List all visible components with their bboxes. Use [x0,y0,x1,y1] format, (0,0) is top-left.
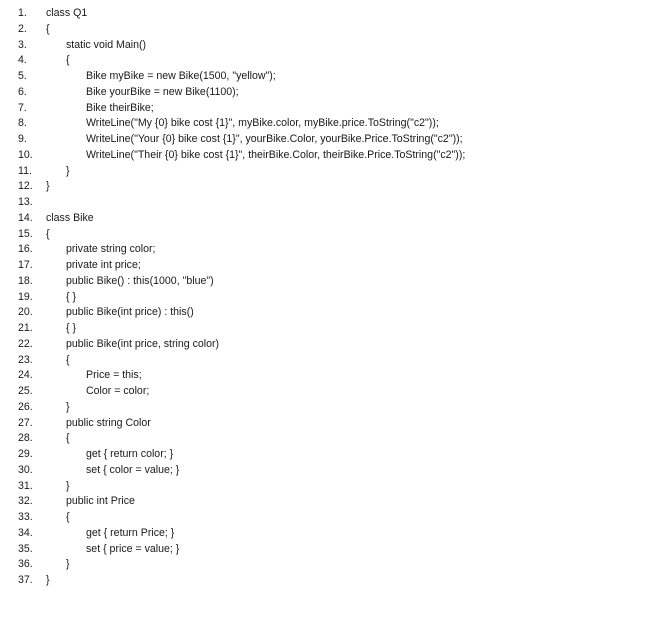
line-number: 9. [18,133,27,145]
code-line [18,116,638,132]
line-number: 26. [18,400,33,413]
code-line [18,258,638,274]
code-text: private string color; [66,243,156,256]
code-text: Bike yourBike = new Bike(1100); [86,85,239,98]
line-number: 2. [18,22,27,35]
code-line [18,431,638,447]
line-number: 17. [18,259,33,271]
line-number: 25. [18,385,33,397]
code-text: Price = this; [86,369,142,382]
code-text: } [66,558,70,571]
code-line [18,542,638,558]
line-number: 24. [18,369,33,382]
code-line [18,337,638,353]
line-number: 35. [18,542,33,555]
code-text: { [46,22,50,35]
code-line [18,447,638,463]
line-number: 12. [18,180,33,193]
code-text: Bike theirBike; [86,101,154,114]
code-line [18,179,638,195]
line-number: 3. [18,38,27,51]
code-text: get { return color; } [86,448,174,460]
code-text: WriteLine("Their {0} bike cost {1}", theirBike.Color, theirBike.Price.ToString("c2")); [86,148,466,161]
code-line [18,290,638,306]
code-text: public int Price [66,495,135,508]
line-number: 33. [18,511,33,523]
code-line [18,69,638,85]
code-line [18,164,638,180]
code-text: WriteLine("Your {0} bike cost {1}", yourBike.Color, yourBike.Price.ToString("c2")); [86,133,463,145]
code-listing [18,6,638,589]
code-line [18,101,638,117]
code-line [18,526,638,542]
code-line [18,368,638,384]
line-number: 30. [18,463,33,476]
code-line [18,557,638,573]
line-number: 32. [18,495,33,508]
code-text: public Bike() : this(1000, "blue") [66,274,214,287]
code-line [18,305,638,321]
line-number: 37. [18,574,33,586]
line-number: 23. [18,353,33,366]
code-line [18,132,638,148]
line-number: 20. [18,306,33,319]
line-number: 27. [18,416,33,429]
code-line [18,274,638,290]
code-line [18,227,638,243]
line-number: 36. [18,558,33,571]
code-text: WriteLine("My {0} bike cost {1}", myBike.color, myBike.price.ToString("c2")); [86,117,439,130]
code-line [18,38,638,54]
code-text: static void Main() [66,38,147,51]
code-line [18,6,638,22]
line-number: 6. [18,85,27,98]
code-text: { [66,511,70,523]
code-line [18,22,638,38]
line-number: 21. [18,322,33,334]
code-text: get { return Price; } [86,526,175,539]
line-number: 31. [18,479,33,492]
line-number: 4. [18,54,27,67]
code-text: set { price = value; } [86,542,180,555]
code-line [18,321,638,337]
line-number: 13. [18,196,33,208]
code-text: { [66,353,70,366]
line-number: 5. [18,70,27,82]
line-number: 29. [18,448,33,460]
code-line [18,479,638,495]
code-text: set { color = value; } [86,463,180,476]
line-number: 34. [18,526,33,539]
code-text: public Bike(int price) : this() [66,306,194,319]
code-text: { [46,227,50,240]
line-number: 8. [18,117,27,130]
code-text: { } [66,322,77,334]
code-line [18,384,638,400]
code-line [18,573,638,589]
line-number: 16. [18,243,33,256]
code-line [18,416,638,432]
line-number: 22. [18,337,33,350]
code-text: Color = color; [86,385,150,397]
code-text: } [66,164,70,177]
code-text: { } [66,290,77,303]
line-number: 28. [18,432,33,445]
code-text: } [66,479,70,492]
line-number: 19. [18,290,33,303]
line-number: 14. [18,211,33,224]
code-line [18,211,638,227]
code-line [18,148,638,164]
code-line [18,400,638,416]
code-text: public string Color [66,416,151,429]
code-text: } [46,574,50,586]
code-line [18,53,638,69]
line-number: 7. [18,101,27,114]
code-text: private int price; [66,259,141,271]
code-text: class Bike [46,211,94,224]
code-text: } [46,180,50,193]
code-text: { [66,54,70,67]
code-line [18,353,638,369]
line-number: 15. [18,227,33,240]
line-number: 18. [18,274,33,287]
code-text: Bike myBike = new Bike(1500, "yellow"); [86,70,276,82]
code-text: { [66,432,70,445]
code-line [18,195,638,211]
code-text: } [66,400,70,413]
code-text: public Bike(int price, string color) [66,337,220,350]
code-line [18,85,638,101]
line-number: 1. [18,7,27,19]
code-line [18,242,638,258]
code-text: class Q1 [46,7,88,19]
code-line [18,463,638,479]
code-line [18,510,638,526]
line-number: 10. [18,148,33,161]
line-number: 11. [18,164,32,177]
code-line [18,494,638,510]
